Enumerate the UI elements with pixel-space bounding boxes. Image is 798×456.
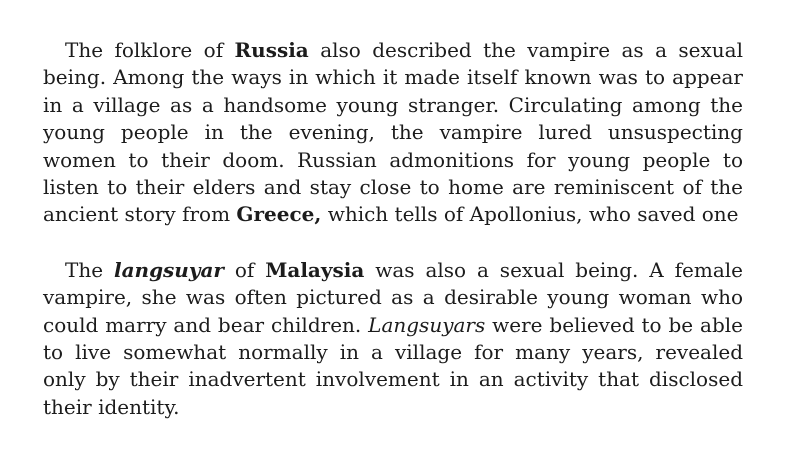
text-run: in a village as a handsome young stranger. Circulating among the — [43, 92, 743, 117]
text-line — [43, 339, 743, 366]
text-line — [43, 312, 743, 339]
text-line — [43, 92, 743, 119]
text-line — [43, 174, 743, 201]
text-run: of — [223, 257, 266, 282]
text-run: vampire, she was often pictured as a desirable young woman who — [43, 285, 743, 310]
text-run: which tells of Apollonius, who saved one — [321, 202, 739, 227]
text-line — [43, 394, 743, 421]
text-line — [43, 201, 743, 228]
text-run: The — [65, 257, 114, 282]
paragraph-russia — [43, 37, 743, 229]
document-page — [43, 37, 743, 421]
paragraph-gap — [43, 229, 743, 257]
text-line — [43, 147, 743, 174]
text-run: The folklore of — [65, 38, 235, 62]
text-line — [43, 284, 743, 311]
text-run: was also a sexual being. A female — [364, 257, 743, 282]
text-run: listen to their elders and stay close to home are reminiscent of the — [43, 175, 743, 200]
text-run: being. Among the ways in which it made itself known was to appear — [43, 65, 743, 90]
text-run: were believed to be able — [485, 312, 743, 337]
text-run: to live somewhat normally in a village for many years, revealed — [43, 340, 743, 365]
text-run: their identity. — [43, 394, 180, 419]
text-run: young people in the evening, the vampire lured unsuspecting — [43, 120, 743, 145]
paragraph-malaysia — [43, 257, 743, 421]
text-run: could marry and bear children. — [43, 312, 369, 337]
bold-italic-wrapper — [114, 258, 224, 282]
text-run: ancient story from — [43, 202, 237, 227]
text-line — [43, 64, 743, 91]
bold-italic-term: langsuyar — [113, 257, 224, 282]
text-line — [43, 119, 743, 146]
text-line — [43, 366, 743, 393]
italic-term: Langsuyars — [368, 312, 486, 337]
bold-term: Greece, — [236, 202, 322, 227]
text-line — [43, 37, 743, 64]
text-line — [43, 257, 743, 284]
bold-term: Russia — [234, 38, 309, 62]
text-run: only by their inadvertent involvement in an activity that disclosed — [43, 367, 743, 392]
bold-term: Malaysia — [265, 257, 365, 282]
text-run: women to their doom. Russian admonitions for young people to — [43, 147, 743, 172]
text-run: also described the vampire as a sexual — [308, 38, 743, 62]
